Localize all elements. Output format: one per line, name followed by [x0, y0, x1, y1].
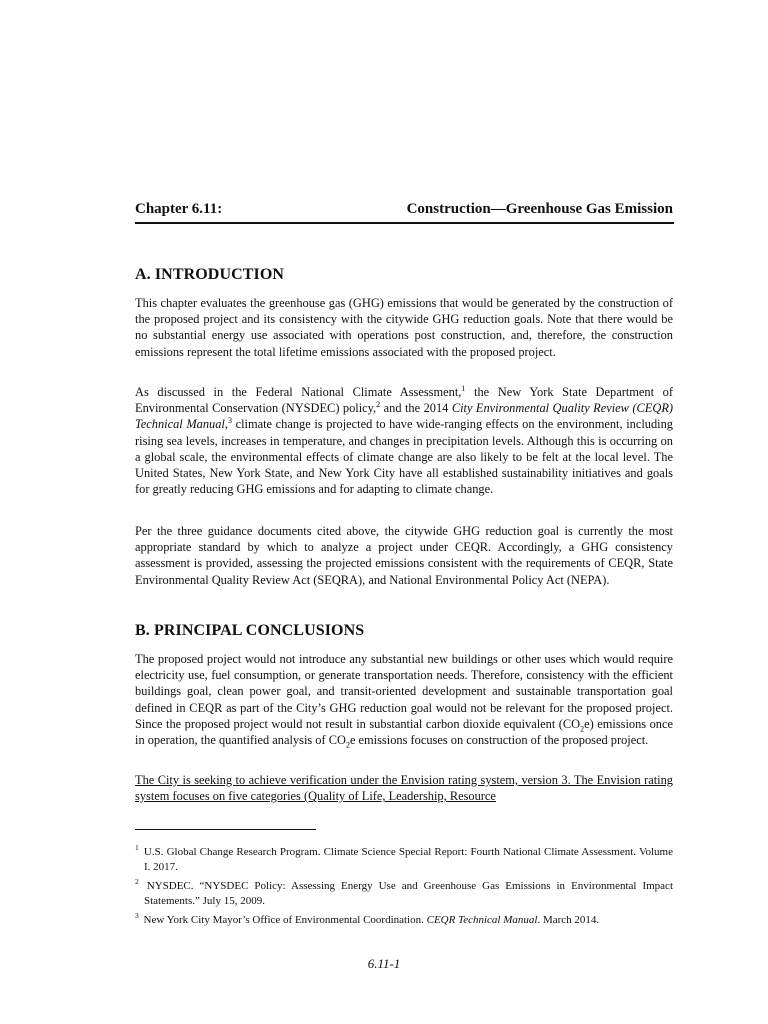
footnote-number: 1: [135, 843, 139, 853]
text-run: the New York State Department of Environmental Conservation (NYSDEC) policy,: [135, 385, 673, 416]
footnote-number: 3: [135, 911, 139, 921]
footnote-text: . March 2014.: [537, 914, 600, 926]
conclusions-paragraph-2: The City is seeking to achieve verification under the Envision rating system, version 3. The Envision rating system focuses on five categories (Quality of Life, Leadership, Resource: [135, 773, 673, 804]
footnote-text: U.S. Global Change Research Program. Climate Science Special Report: Fourth National Climate Assessment. Volume I. 2017.: [140, 846, 673, 873]
footnote-separator: [135, 829, 316, 830]
footnote-2: [135, 879, 673, 908]
text-run: ,: [224, 417, 228, 432]
footnote-3: [135, 913, 673, 928]
italic-title: City Environmental Quality Review (CEQR) Technical Manual: [135, 401, 674, 432]
footnote-ref-3[interactable]: 3: [227, 416, 232, 426]
text-run: As discussed in the Federal National Climate Assessment,: [135, 385, 462, 399]
subscript: 2: [580, 724, 585, 734]
footnote-1: [135, 845, 673, 874]
text-run: The proposed project would not introduce any substantial new buildings or other uses which would require electricity use, fuel consumption, or generate transportation needs. Therefore, consistency with the efficient buildings goal, clean power goal, and transit-oriented development and sustainable transportation goal defined in CEQR as part of the City’s GHG reduction goal would not be relevant for the proposed project. Since the proposed project would not result in substantial carbon dioxide equivalent (CO: [135, 652, 673, 731]
footnote-text: New York City Mayor’s Office of Environmental Coordination.: [140, 914, 427, 926]
text-run: e emissions focuses on construction of the proposed project.: [349, 733, 649, 748]
intro-paragraph-2: [135, 384, 673, 497]
intro-paragraph-1: This chapter evaluates the greenhouse gas (GHG) emissions that would be generated by the construction of the proposed project and its consistency with the citywide GHG reduction goals. Note that there would be no substantial energy use associated with operations post construction, and, therefore, the construction emissions represent the total lifetime emissions associated with the proposed project.: [135, 296, 673, 359]
text-run: and the 2014: [380, 401, 452, 416]
text-run: e) emissions once in operation, the quantified analysis of CO: [135, 716, 673, 748]
footnote-text: NYSDEC. “NYSDEC Policy: Assessing Energy Use and Greenhouse Gas Emissions in Environmental Impact Statements.” July 15, 2009.: [140, 880, 673, 907]
chapter-header: [135, 201, 673, 218]
conclusions-paragraph-1: [135, 651, 673, 748]
page-number: 6.11-1: [367, 956, 401, 971]
subscript: 2: [345, 740, 350, 750]
section-heading-introduction: A. INTRODUCTION: [135, 266, 285, 283]
intro-paragraph-3: Per the three guidance documents cited above, the citywide GHG reduction goal is currently the most appropriate standard by which to analyze a project under CEQR. Accordingly, a GHG consistency assessment is provided, assessing the projected emissions consistent with the requirements of CEQR, State Environmental Quality Review Act (SEQRA), and National Environmental Policy Act (NEPA).: [135, 524, 673, 587]
header-rule: [135, 222, 674, 224]
footnote-ref-2[interactable]: 2: [376, 400, 381, 410]
text-run: climate change is projected to have wide-ranging effects on the environment, including rising sea levels, increases in temperature, and changes in precipitation levels. Although this is occurring on a global scale, the environmental effects of climate change are also likely to be felt at the local level. The United States, New York State, and New York City have all established sustainability initiatives and goals for greatly reducing GHG emissions and for adapting to climate change.: [135, 417, 673, 497]
footnote-number: 2: [135, 877, 139, 887]
section-heading-principal-conclusions: B. PRINCIPAL CONCLUSIONS: [135, 622, 365, 639]
footnote-italic-title: CEQR Technical Manual: [426, 914, 538, 926]
footnote-ref-1[interactable]: 1: [461, 383, 466, 393]
chapter-number: Chapter 6.11:: [135, 201, 223, 217]
chapter-title: Construction—Greenhouse Gas Emission: [406, 201, 673, 217]
